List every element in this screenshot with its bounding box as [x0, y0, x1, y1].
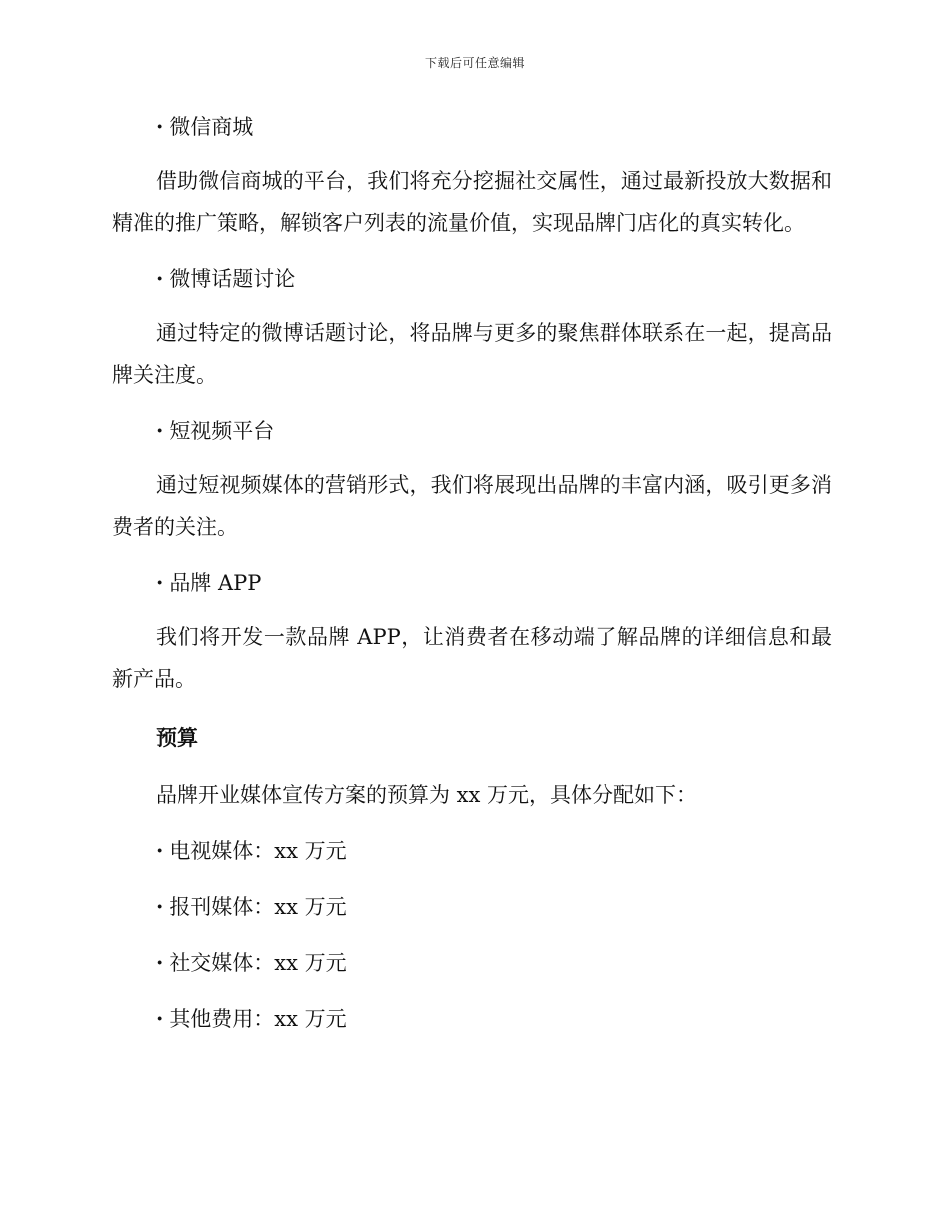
budget-item-label: 其他费用：xx 万元	[169, 1007, 347, 1031]
bullet-weibo	[112, 260, 832, 298]
budget-item-label: 电视媒体：xx 万元	[169, 839, 347, 863]
budget-item-label: 社交媒体：xx 万元	[169, 951, 347, 975]
weibo-paragraph: 通过特定的微博话题讨论，将品牌与更多的聚焦群体联系在一起，提高品牌关注度。	[112, 321, 832, 387]
bullet-dot: ·	[156, 418, 164, 443]
page-header: 下载后可任意编辑	[424, 56, 525, 70]
wechat-paragraph: 借助微信商城的平台，我们将充分挖掘社交属性，通过最新投放大数据和精准的推广策略，解锁客户列表的流量价值，实现品牌门店化的真实转化。	[112, 169, 832, 235]
bullet-app	[112, 564, 832, 602]
bullet-dot: ·	[156, 950, 164, 975]
document-body	[112, 108, 832, 1038]
budget-heading: 预算	[156, 726, 198, 750]
bullet-dot: ·	[156, 266, 164, 291]
bullet-dot: ·	[156, 1006, 164, 1031]
bullet-app-label: 品牌 APP	[169, 571, 262, 595]
video-paragraph: 通过短视频媒体的营销形式，我们将展现出品牌的丰富内涵，吸引更多消费者的关注。	[112, 473, 832, 539]
budget-item-social	[112, 944, 832, 982]
budget-item-print	[112, 888, 832, 926]
budget-item-label: 报刊媒体：xx 万元	[169, 895, 347, 919]
budget-intro: 品牌开业媒体宣传方案的预算为 xx 万元，具体分配如下：	[156, 783, 698, 807]
bullet-dot: ·	[156, 894, 164, 919]
bullet-dot: ·	[156, 838, 164, 863]
budget-item-other	[112, 1000, 832, 1038]
budget-item-tv	[112, 832, 832, 870]
bullet-wechat	[112, 108, 832, 146]
app-paragraph: 我们将开发一款品牌 APP，让消费者在移动端了解品牌的详细信息和最新产品。	[112, 625, 832, 691]
bullet-weibo-label: 微博话题讨论	[169, 267, 296, 291]
bullet-video	[112, 412, 832, 450]
bullet-dot: ·	[156, 114, 164, 139]
bullet-dot: ·	[156, 570, 164, 595]
bullet-video-label: 短视频平台	[169, 419, 275, 443]
bullet-wechat-label: 微信商城	[169, 115, 254, 139]
